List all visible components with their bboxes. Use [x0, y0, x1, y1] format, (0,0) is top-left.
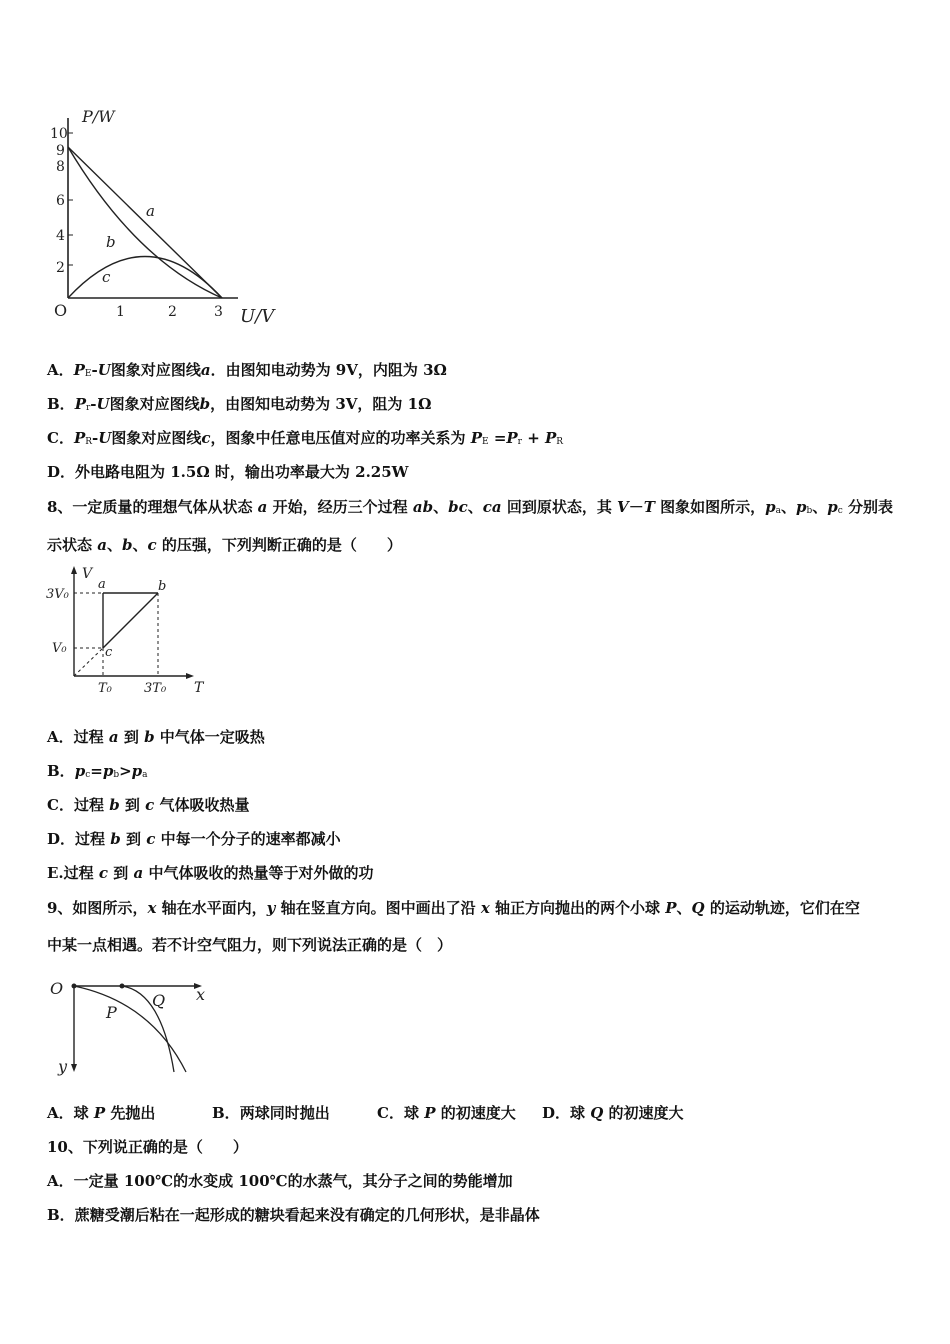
y-tick-10: 10: [50, 126, 68, 142]
q9-option-a[interactable]: A．球 P 先抛出: [47, 1104, 156, 1122]
t-high-label: 3T₀: [144, 681, 167, 696]
point-a-label: a: [98, 577, 106, 592]
curve-a-label: a: [146, 202, 155, 220]
q8-option-c[interactable]: C．过程 b 到 c 气体吸收热量: [47, 796, 250, 814]
power-voltage-graph: [40, 100, 300, 330]
q9-options: [47, 1103, 684, 1123]
x-tick-3: 3: [214, 304, 223, 320]
point-c-label: c: [105, 645, 113, 660]
q8-option-e[interactable]: E.过程 c 到 a 中气体吸收的热量等于对外做的功: [47, 864, 374, 882]
q8-stem-line2: 示状态 a、b、c 的压强，下列判断正确的是（ ）: [47, 536, 402, 554]
q9-stem-line1: 9、如图所示，x 轴在水平面内，y 轴在竖直方向。图中画出了沿 x 轴正方向抛出的两个小球 P、Q 的运动轨迹，它们在空: [47, 899, 860, 917]
x-axis-label: U/V: [240, 306, 275, 327]
t-axis-label: T: [194, 680, 204, 696]
x-label: x: [196, 985, 206, 1004]
q7-option-b[interactable]: B．Pr-U图象对应图线b，由图知电动势为 3V，阻为 1Ω: [47, 395, 432, 413]
y-tick-8: 8: [56, 159, 65, 175]
y-tick-9: 9: [56, 143, 65, 159]
q10-option-a[interactable]: A．一定量 100℃的水变成 100℃的水蒸气，其分子之间的势能增加: [47, 1172, 513, 1190]
v-low-label: V₀: [52, 641, 67, 656]
volume-temperature-graph: [44, 560, 214, 700]
y-label: y: [58, 1057, 68, 1076]
point-b-label: b: [158, 579, 167, 594]
v-axis-label: V: [82, 566, 93, 582]
y-tick-4: 4: [56, 228, 65, 244]
origin-label: O: [54, 301, 68, 320]
q8-stem-line1: 8、一定质量的理想气体从状态 a 开始，经历三个过程 ab、bc、ca 回到原状态，其 V－T 图象如图所示，pa、pb、pc 分别表: [47, 498, 894, 516]
y-axis-label: P/W: [82, 107, 115, 126]
v-top-label: 3V₀: [46, 587, 69, 602]
q9-option-d[interactable]: D．球 Q 的初速度大: [542, 1104, 684, 1122]
y-tick-2: 2: [56, 260, 65, 276]
q9-option-c[interactable]: C．球 P 的初速度大: [377, 1104, 516, 1122]
curve-b-label: b: [106, 233, 116, 251]
q10-stem: 10、下列说正确的是（ ）: [47, 1138, 248, 1156]
q7-option-c[interactable]: C．PR-U图象对应图线c，图象中任意电压值对应的功率关系为 PE =Pr + PR: [47, 429, 564, 447]
origin-o-label: O: [50, 979, 64, 998]
q8-option-b[interactable]: B．pc=pb>pa: [47, 762, 148, 780]
trajectory-p: [74, 986, 186, 1072]
curve-c: [68, 257, 222, 299]
trajectory-q-label: Q: [152, 991, 166, 1010]
q7-option-a[interactable]: A．PE-U图象对应图线a．由图知电动势为 9V，内阻为 3Ω: [47, 361, 447, 379]
x-tick-1: 1: [116, 304, 125, 320]
q8-option-d[interactable]: D．过程 b 到 c 中每一个分子的速率都减小: [47, 830, 341, 848]
q7-option-d[interactable]: D．外电路电阻为 1.5Ω 时，输出功率最大为 2.25W: [47, 463, 409, 481]
y-tick-6: 6: [56, 193, 65, 209]
curve-c-label: c: [102, 268, 111, 286]
q8-option-a[interactable]: A．过程 a 到 b 中气体一定吸热: [47, 728, 265, 746]
projectile-trajectory-graph: [46, 972, 226, 1082]
x-tick-2: 2: [168, 304, 177, 320]
t-low-label: T₀: [98, 681, 112, 696]
q10-option-b[interactable]: B．蔗糖受潮后粘在一起形成的糖块看起来没有确定的几何形状，是非晶体: [47, 1206, 540, 1224]
trajectory-p-label: P: [106, 1003, 117, 1022]
q9-option-b[interactable]: B．两球同时抛出: [212, 1104, 330, 1122]
trajectory-q: [122, 986, 174, 1072]
q9-stem-line2: 中某一点相遇。若不计空气阻力，则下列说法正确的是（ ）: [47, 936, 453, 954]
curve-a: [68, 147, 222, 298]
